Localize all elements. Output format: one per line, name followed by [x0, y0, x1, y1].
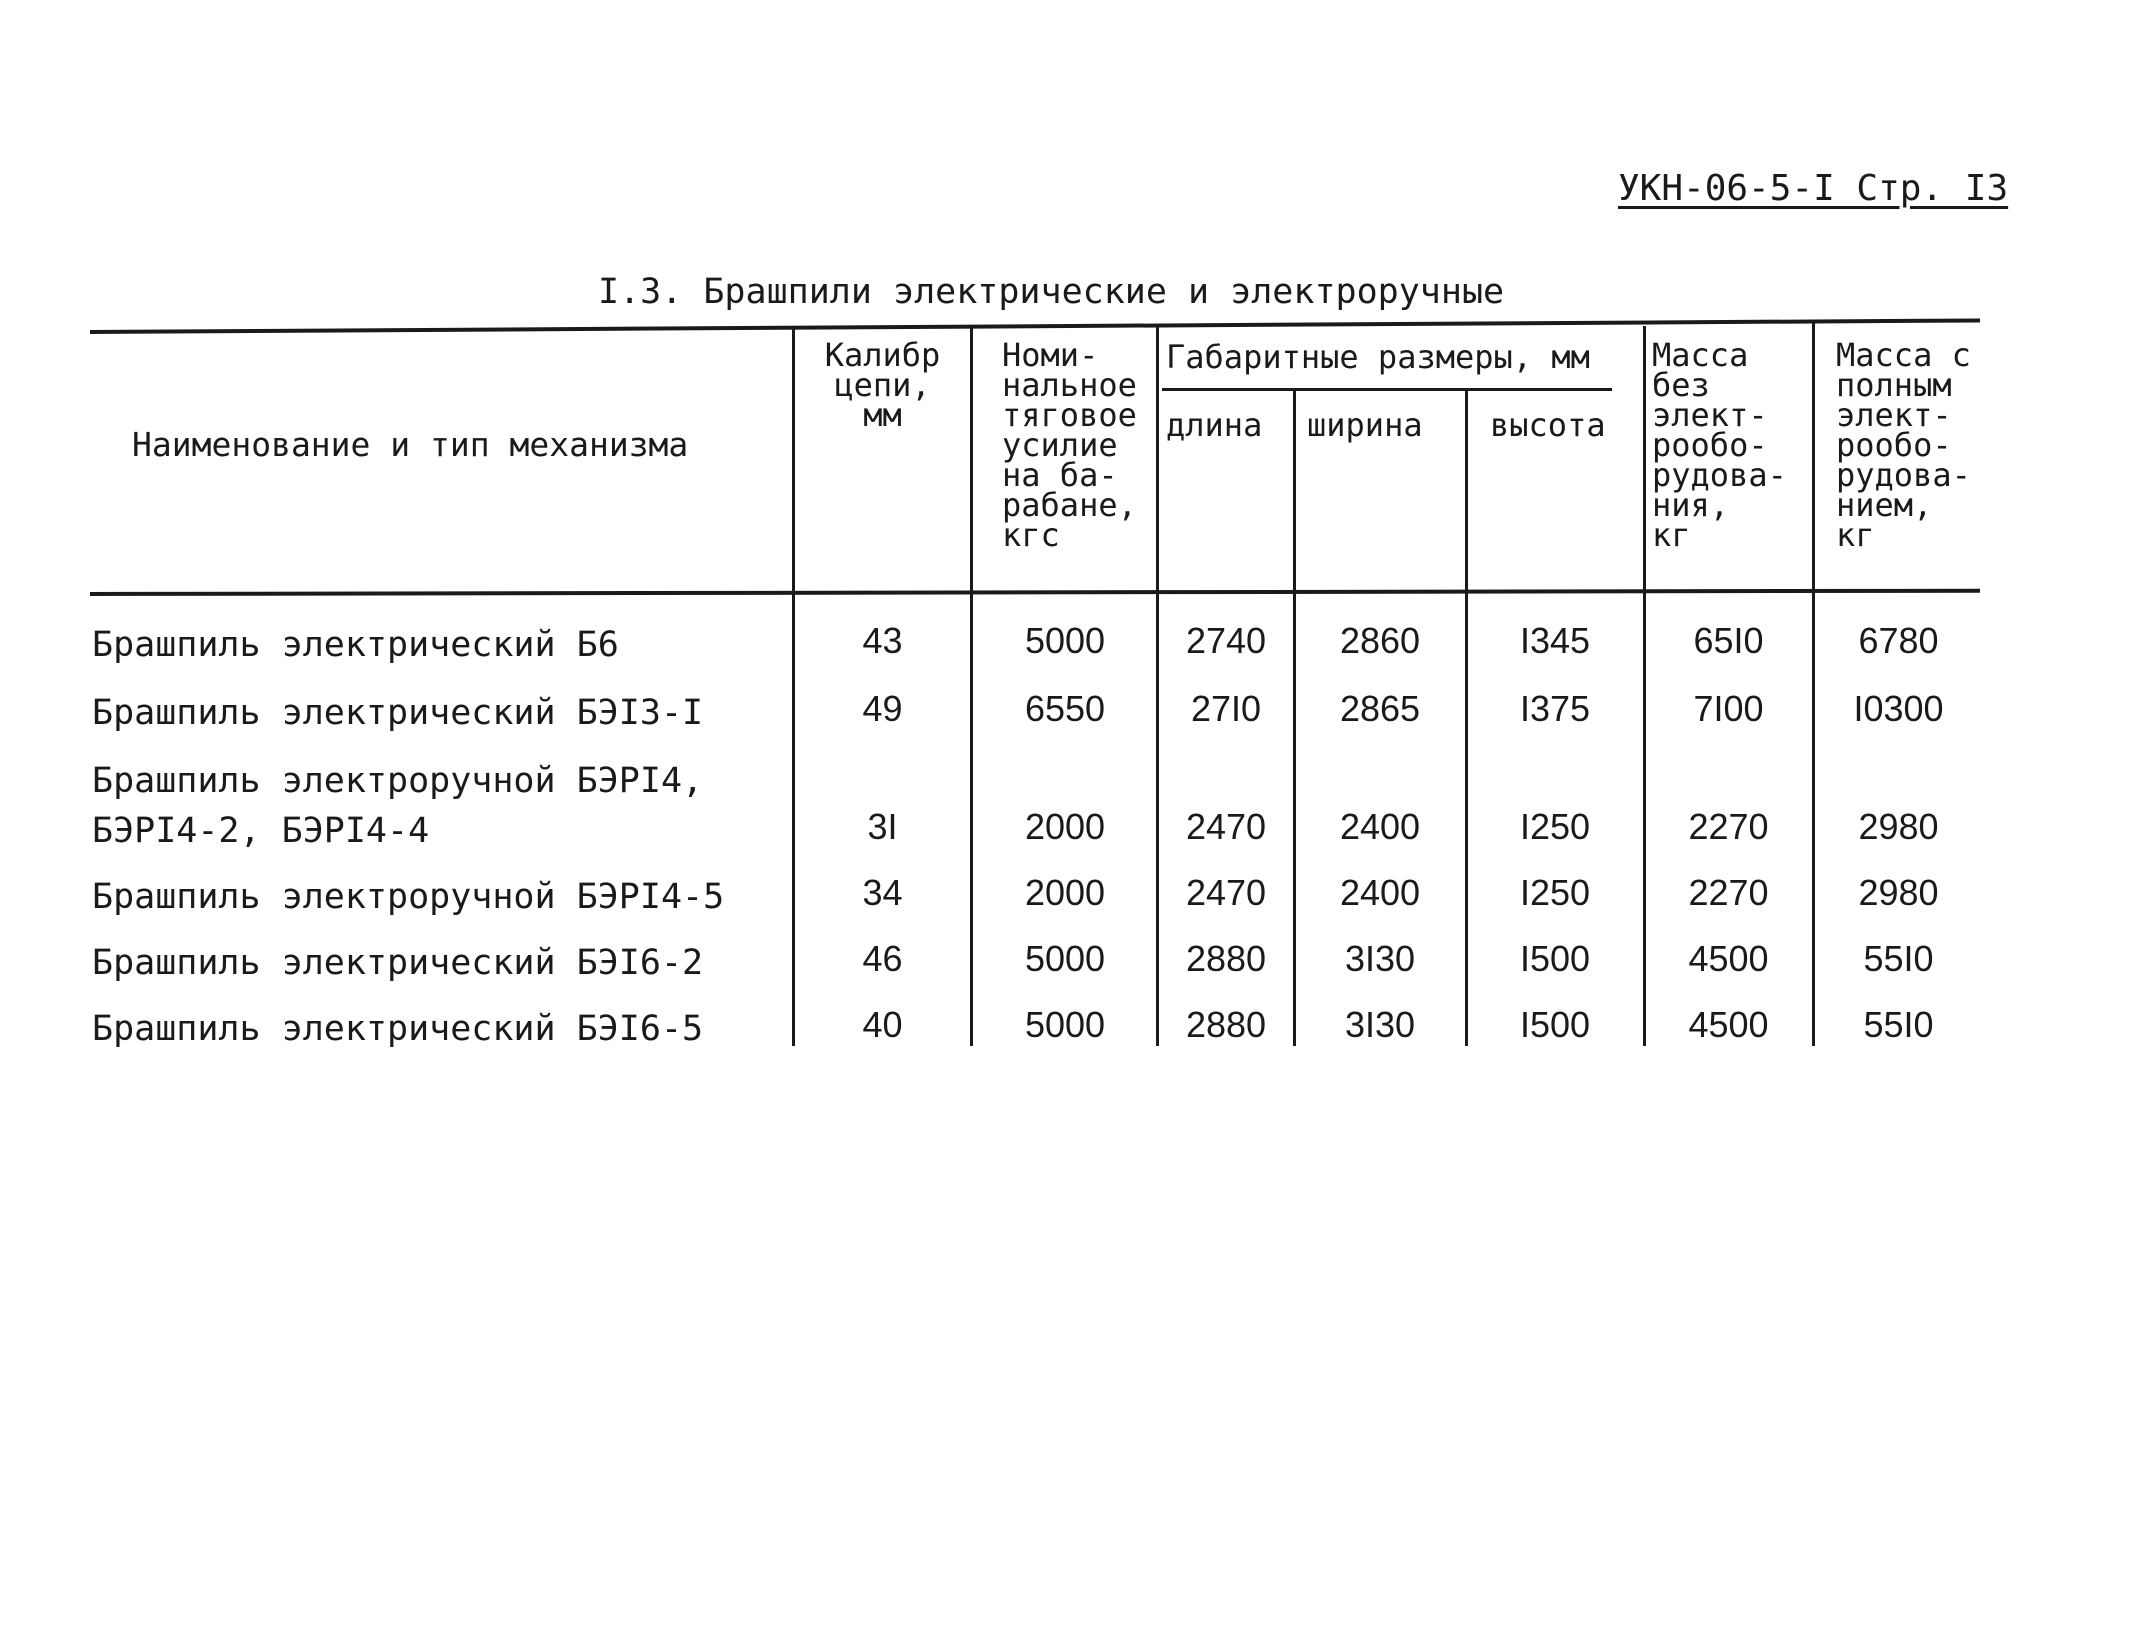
- row-name: Брашпиль электрический Б6: [92, 625, 619, 665]
- row-height: I345: [1519, 620, 1591, 661]
- header-length: длина: [1166, 406, 1263, 444]
- row-caliber: 43: [862, 620, 903, 661]
- header-mass-with: Масса с полным элект- рообо- рудова- нием, кг: [1836, 336, 1971, 554]
- table-title: I.3. Брашпили электрические и электроручные: [598, 272, 1505, 312]
- row-name: Брашпиль электрический БЭI6-2: [92, 943, 704, 983]
- row-width: 2400: [1339, 806, 1421, 847]
- row-mass-without: 65I0: [1693, 620, 1764, 661]
- row-force: 5000: [1024, 620, 1106, 661]
- header-bottom-rule: [90, 589, 1980, 596]
- row-force: 6550: [1024, 688, 1106, 729]
- header-height: высота: [1490, 406, 1606, 444]
- table-top-rule: [90, 318, 1980, 334]
- row-width: 2400: [1339, 872, 1421, 913]
- row-length: 2880: [1185, 938, 1267, 979]
- row-length: 2470: [1185, 872, 1267, 913]
- row-name: Брашпиль электрический БЭI3-I: [92, 693, 704, 733]
- row-mass-with: 2980: [1858, 872, 1939, 913]
- row-caliber: 49: [862, 688, 903, 729]
- row-force: 5000: [1024, 938, 1106, 979]
- row-mass-without: 4500: [1688, 1004, 1769, 1045]
- dims-subheader-rule: [1162, 388, 1612, 391]
- row-mass-without: 2270: [1688, 806, 1769, 847]
- row-length: 2880: [1185, 1004, 1267, 1045]
- row-caliber: 34: [862, 872, 903, 913]
- header-width: ширина: [1307, 406, 1423, 444]
- row-height: I375: [1519, 688, 1591, 729]
- header-dims: Габаритные размеры, мм: [1166, 338, 1590, 376]
- column-divider: [970, 326, 973, 1046]
- row-mass-without: 4500: [1688, 938, 1769, 979]
- row-mass-with: 55I0: [1863, 1004, 1934, 1045]
- row-height: I500: [1519, 938, 1591, 979]
- column-divider: [1465, 390, 1468, 1046]
- row-caliber: 46: [862, 938, 903, 979]
- row-mass-with: 55I0: [1863, 938, 1934, 979]
- row-width: 3I30: [1344, 1004, 1416, 1045]
- row-mass-with: I0300: [1853, 688, 1944, 729]
- column-divider: [1156, 326, 1159, 1046]
- row-mass-with: 6780: [1858, 620, 1939, 661]
- row-force: 2000: [1024, 872, 1106, 913]
- row-name: Брашпиль электрический БЭI6-5: [92, 1009, 704, 1049]
- row-width: 2865: [1339, 688, 1421, 729]
- page-reference: УКН-06-5-I Стр. I3: [1618, 168, 2009, 209]
- row-height: I250: [1519, 872, 1591, 913]
- row-width: 2860: [1339, 620, 1421, 661]
- row-name: Брашпиль электроручной БЭРI4-5: [92, 877, 725, 917]
- row-length: 2470: [1185, 806, 1267, 847]
- row-width: 3I30: [1344, 938, 1416, 979]
- header-mass-without: Масса без элект- рообо- рудова- ния, кг: [1652, 336, 1787, 554]
- column-divider: [1812, 322, 1815, 1046]
- column-divider: [792, 326, 795, 1046]
- row-length: 2740: [1185, 620, 1267, 661]
- row-force: 2000: [1024, 806, 1106, 847]
- header-caliber: Калибр цепи, мм: [824, 336, 941, 434]
- header-name: Наименование и тип механизма: [132, 425, 689, 464]
- column-divider: [1643, 326, 1646, 1046]
- row-caliber: 3I: [867, 806, 898, 847]
- row-caliber: 40: [862, 1004, 903, 1045]
- row-mass-without: 7I00: [1693, 688, 1764, 729]
- column-divider: [1293, 390, 1296, 1046]
- row-height: I500: [1519, 1004, 1591, 1045]
- row-force: 5000: [1024, 1004, 1106, 1045]
- row-length: 27I0: [1190, 688, 1262, 729]
- header-force: Номи- нальное тяговое усилие на ба- рабане, кгс: [1002, 336, 1137, 554]
- row-name: Брашпиль электроручной БЭРI4, БЭРI4-2, БЭРI4-4: [92, 761, 704, 851]
- row-height: I250: [1519, 806, 1591, 847]
- row-mass-without: 2270: [1688, 872, 1769, 913]
- row-mass-with: 2980: [1858, 806, 1939, 847]
